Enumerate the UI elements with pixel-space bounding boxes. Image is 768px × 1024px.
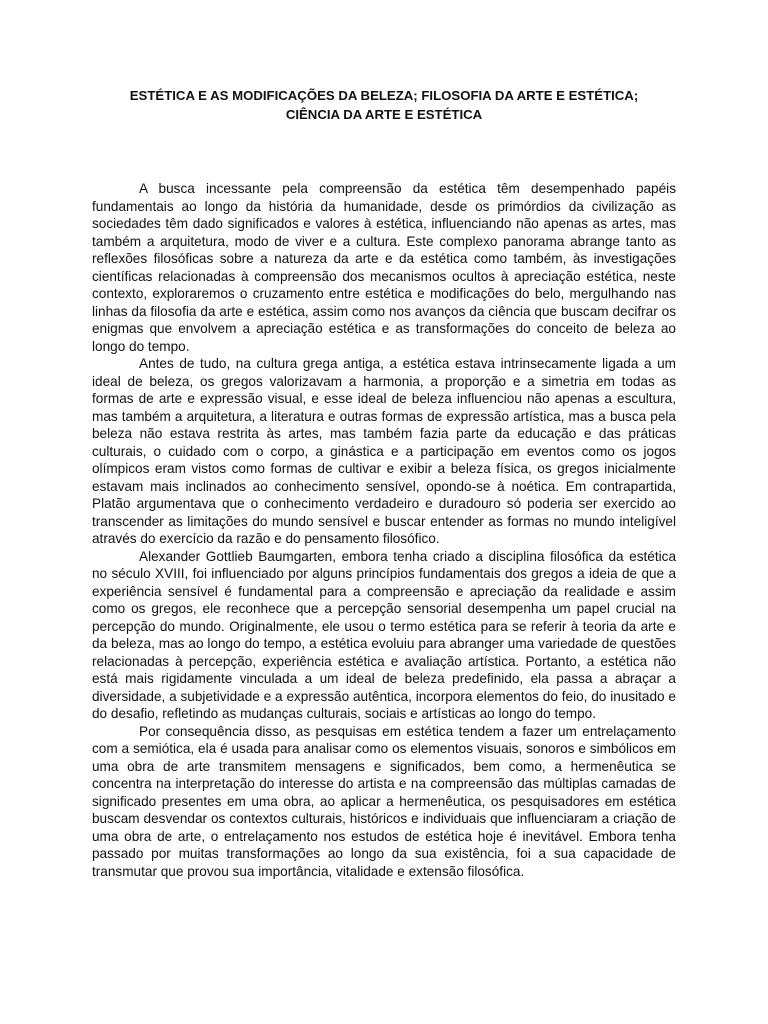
paragraph-1: A busca incessante pela compreensão da estética têm desempenhado papéis fundamentais ao longo da história da humanidade, desde os primórdios da civilização as sociedades têm dado significados e valores à estética, influenciando não apenas as artes, mas também a arquitetura, modo de viver e a cultura. Este complexo panorama abrange tanto as reflexões filosóficas sobre a natureza da arte e da estética como também, às investigações científicas relacionadas à compreensão dos mecanismos ocultos à apreciação estética, neste contexto, exploraremos o cruzamento entre estética e modificações do belo, mergulhando nas linhas da filosofia da arte e estética, assim como nos avanços da ciência que buscam decifrar os enigmas que envolvem a apreciação estética e as transformações do conceito de beleza ao longo do tempo. — [92, 181, 676, 354]
paragraph-4: Por consequência disso, as pesquisas em estética tendem a fazer um entrelaçamento com a semiótica, ela é usada para analisar como os elementos visuais, sonoros e simbólicos em uma obra de arte transmitem mensagens e significados, bem como, a hermenêutica se concentra na interpretação do interesse do artista e na compreensão das múltiplas camadas de significado presentes em uma obra, ao aplicar a hermenêutica, os pesquisadores em estética buscam desvendar os contextos culturais, históricos e individuais que influenciaram a criação de uma obra de arte, o entrelaçamento nos estudos de estética hoje é inevitável. Embora tenha passado por muitas transformações ao longo da sua existência, foi a sua capacidade de transmutar que provou sua importância, vitalidade e extensão filosófica. — [92, 723, 676, 879]
title-line-2: CIÊNCIA DA ARTE E ESTÉTICA — [285, 107, 483, 122]
paragraph-2: Antes de tudo, na cultura grega antiga, a estética estava intrinsecamente ligada a um ideal de beleza, os gregos valorizavam a harmonia, a proporção e a simetria em todas as formas de arte e expressão visual, e esse ideal de beleza influenciou não apenas a escultura, mas também a arquitetura, a literatura e outras formas de expressão artística, mas a busca pela beleza não estava restrita às artes, mas também fazia parte da educação e das práticas culturais, o cuidado com o corpo, a ginástica e a participação em eventos como os jogos olímpicos eram vistos como formas de cultivar e exibir a beleza física, os gregos inicialmente estavam mais inclinados ao conhecimento sensível, opondo-se à noética. Em contrapartida, Platão argumentava que o conhecimento verdadeiro e duradouro só poderia ser exercido ao transcender as limitações do mundo sensível e buscar entender as formas no mundo inteligível através do exercício da razão e do pensamento filosófico. — [92, 356, 676, 546]
document-title — [92, 86, 676, 124]
paragraph-3: Alexander Gottlieb Baumgarten, embora tenha criado a disciplina filosófica da estética no século XVIII, foi influenciado por alguns princípios fundamentais dos gregos a ideia de que a experiência sensível é fundamental para a compreensão e apreciação da realidade e assim como os gregos, ele reconhece que a percepção sensorial desempenha um papel crucial na percepção do mundo. Originalmente, ele usou o termo estética para se referir à teoria da arte e da beleza, mas ao longo do tempo, a estética evoluiu para abranger uma variedade de questões relacionadas à percepção, experiência estética e avaliação artística. Portanto, a estética não está mais rigidamente vinculada a um ideal de beleza predefinido, ela passa a abraçar a diversidade, a subjetividade e a expressão autêntica, incorpora elementos do feio, do inusitado e do desafio, refletindo as mudanças culturais, sociais e artísticas ao longo do tempo. — [92, 548, 676, 721]
title-line-1: ESTÉTICA E AS MODIFICAÇÕES DA BELEZA; FILOSOFIA DA ARTE E ESTÉTICA; — [129, 88, 639, 103]
document-body — [92, 180, 676, 880]
